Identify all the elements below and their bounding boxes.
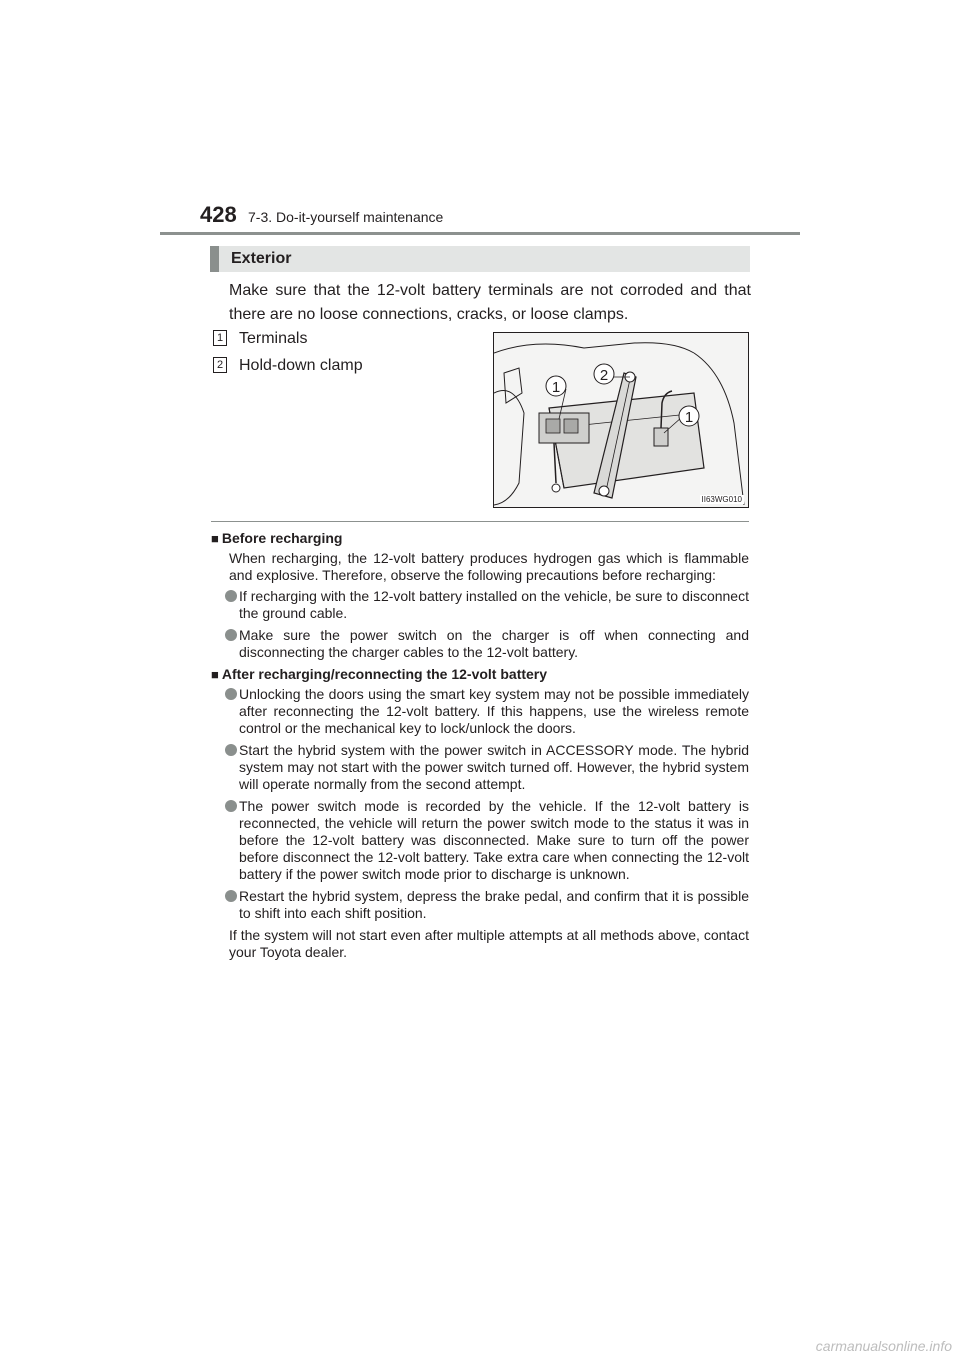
callout-1-right: 1: [684, 409, 694, 426]
header-divider: [160, 232, 800, 235]
list-item: Make sure the power switch on the charger is off when connecting and disconnecting the charger cables to the 12-volt battery.: [211, 627, 749, 661]
note-paragraph: When recharging, the 12-volt battery produces hydrogen gas which is flammable and explosive. Therefore, observe the following precautions before recharging:: [229, 550, 749, 583]
legend-label: Hold-down clamp: [239, 357, 363, 374]
square-bullet-icon: ■: [211, 667, 219, 682]
legend-label: Terminals: [239, 330, 308, 347]
section-title: Exterior: [231, 250, 292, 267]
circle-bullet-icon: [225, 688, 237, 700]
callout-1-left: 1: [551, 379, 561, 396]
note-heading-before-recharging: ■ Before recharging: [211, 530, 343, 546]
list-item: Start the hybrid system with the power switch in ACCESSORY mode. The hybrid system may not start with the power switch turned off. However, the hybrid system will operate normally from the second attempt.: [211, 742, 749, 793]
callout-number: 1: [213, 330, 227, 346]
closing-paragraph: If the system will not start even after multiple attempts at all methods above, contact your Toyota dealer.: [229, 927, 749, 960]
callout-2: 2: [599, 367, 609, 384]
notes-section: [211, 528, 749, 965]
circle-bullet-icon: [225, 800, 237, 812]
list-item: If recharging with the 12-volt battery installed on the vehicle, be sure to disconnect the ground cable.: [211, 588, 749, 622]
circle-bullet-icon: [225, 890, 237, 902]
watermark: carmanualsonline.info: [815, 1338, 952, 1354]
page-number: 428: [200, 202, 237, 227]
chapter-title: 7-3. Do-it-yourself maintenance: [248, 209, 444, 225]
intro-paragraph: Make sure that the 12-volt battery terminals are not corroded and that there are no loose connections, cracks, or loose clamps.: [229, 282, 751, 323]
figure-code: II63WG010: [701, 495, 742, 504]
circle-bullet-icon: [225, 744, 237, 756]
notes-divider: [211, 521, 749, 522]
section-heading-bar: [210, 246, 750, 272]
square-bullet-icon: ■: [211, 531, 219, 546]
legend-item-hold-down-clamp: [213, 357, 363, 375]
circle-bullet-icon: [225, 590, 237, 602]
list-item: Unlocking the doors using the smart key system may not be possible immediately after reconnecting the 12-volt battery. If this happens, use the wireless remote control or the mechanical key to lock/unlock the doors.: [211, 686, 749, 737]
note-heading-after-recharging: ■ After recharging/reconnecting the 12-volt battery: [211, 666, 548, 682]
list-item: Restart the hybrid system, depress the brake pedal, and confirm that it is possible to shift into each shift position.: [211, 888, 749, 922]
callout-number: 2: [213, 357, 227, 373]
list-item: The power switch mode is recorded by the vehicle. If the 12-volt battery is reconnected, the vehicle will return the power switch mode to the status it was in before the 12-volt battery was disconnected. Make sure to turn off the power before disconnect the 12-volt battery. Take extra care when connecting the 12-volt battery if the power switch mode prior to discharge is unknown.: [211, 798, 749, 883]
battery-illustration: [493, 332, 749, 508]
battery-drawing: [494, 333, 748, 507]
circle-bullet-icon: [225, 629, 237, 641]
legend-item-terminals: [213, 330, 307, 348]
